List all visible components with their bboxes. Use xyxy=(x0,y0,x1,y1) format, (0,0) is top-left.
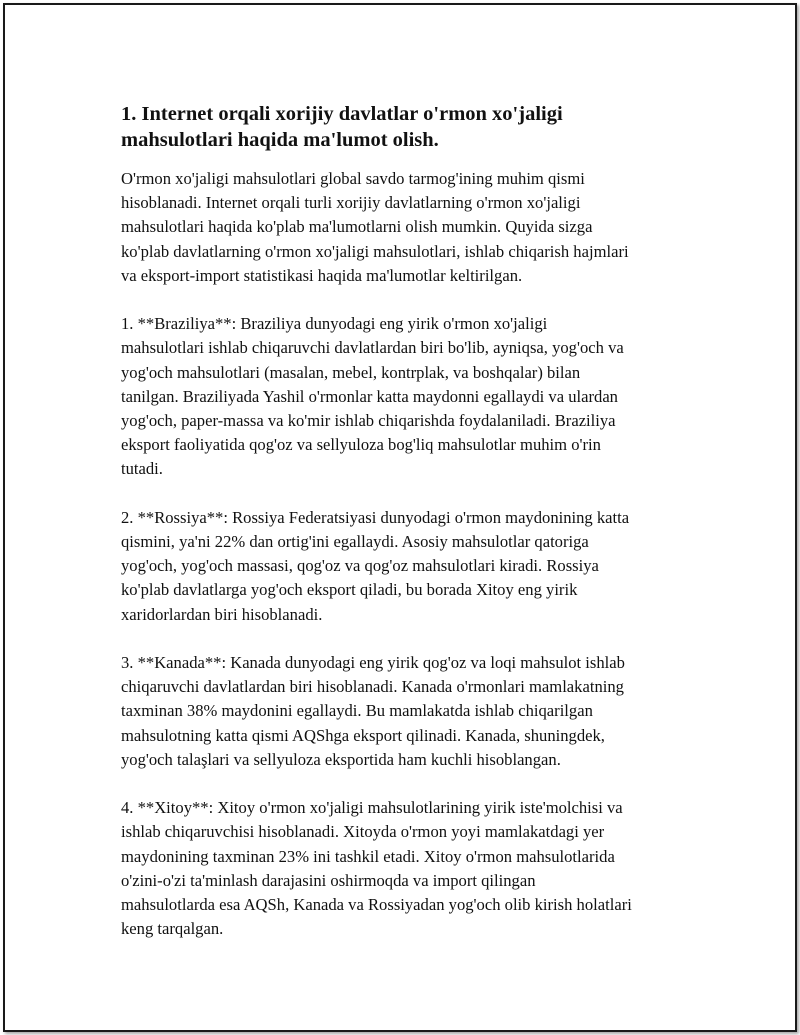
heading-line-2: mahsulotlari haqida ma'lumot olish. xyxy=(121,129,439,151)
document-page xyxy=(3,3,797,1032)
heading-line-1: 1. Internet orqali xorijiy davlatlar o'rmon xo'jaligi xyxy=(121,103,563,125)
paragraph-braziliya: 1. **Braziliya**: Braziliya dunyodagi eng yirik o'rmon xo'jaligi mahsulotlari ishlab chiqaruvchi davlatlardan biri bo'lib, ayniqsa, yog'och va yog'och mahsulotlari (masalan, mebel, kontrplak, va boshqalar) bilan tanilgan. Braziliyada Yashil o'rmonlar katta maydonni egallaydi va ulardan yog'och, paper-massa va ko'mir ishlab chiqarishda foydalaniladi. Braziliya eksport faoliyatida qog'oz va sellyuloza bog'liq mahsulotlar muhim o'rin tutadi. xyxy=(121,314,624,479)
document-body xyxy=(121,101,711,966)
document-heading xyxy=(121,101,711,153)
paragraph-rossiya: 2. **Rossiya**: Rossiya Federatsiyasi dunyodagi o'rmon maydonining katta qismini, ya'ni 22% dan ortig'ini egallaydi. Asosiy mahsulotlar qatoriga yog'och, yog'och massasi, qog'oz va qog'oz mahsulotlari kiradi. Rossiya ko'plab davlatlarga yog'och eksport qiladi, bu borada Xitoy eng yirik xaridorlardan biri hisoblanadi. xyxy=(121,507,630,624)
paragraph-kanada: 3. **Kanada**: Kanada dunyodagi eng yirik qog'oz va loqi mahsulot ishlab chiqaruvchi davlatlardan biri hisoblanadi. Kanada o'rmonlari mamlakatning taxminan 38% maydonini egallaydi. Bu mamlakatda ishlab chiqarilgan mahsulotning katta qismi AQShga eksport qilinadi. Kanada, shuningdek, yog'och talaşlari va sellyuloza eksportida ham kuchli hisoblangan. xyxy=(121,653,625,769)
paragraph-xitoy: 4. **Xitoy**: Xitoy o'rmon xo'jaligi mahsulotlarining yirik iste'molchisi va ishlab chiqaruvchisi hisoblanadi. Xitoyda o'rmon yoyi mamlakatdagi yer maydonining taxminan 23% ini tashkil etadi. Xitoy o'rmon mahsulotlarida o'zini-o'zi ta'minlash darajasini oshirmoqda va import qilingan mahsulotlarda esa AQSh, Kanada va Rossiyadan yog'och olib kirish holatlari keng tarqalgan. xyxy=(121,798,632,939)
intro-paragraph: O'rmon xo'jaligi mahsulotlari global savdo tarmog'ining muhim qismi hisoblanadi. Internet orqali turli xorijiy davlatlarning o'rmon xo'jaligi mahsulotlari haqida ko'plab ma'lumotlarni olish mumkin. Quyida sizga ko'plab davlatlarning o'rmon xo'jaligi mahsulotlari, ishlab chiqarish hajmlari va eksport-import statistikasi haqida ma'lumotlar keltirilgan. xyxy=(121,169,629,285)
